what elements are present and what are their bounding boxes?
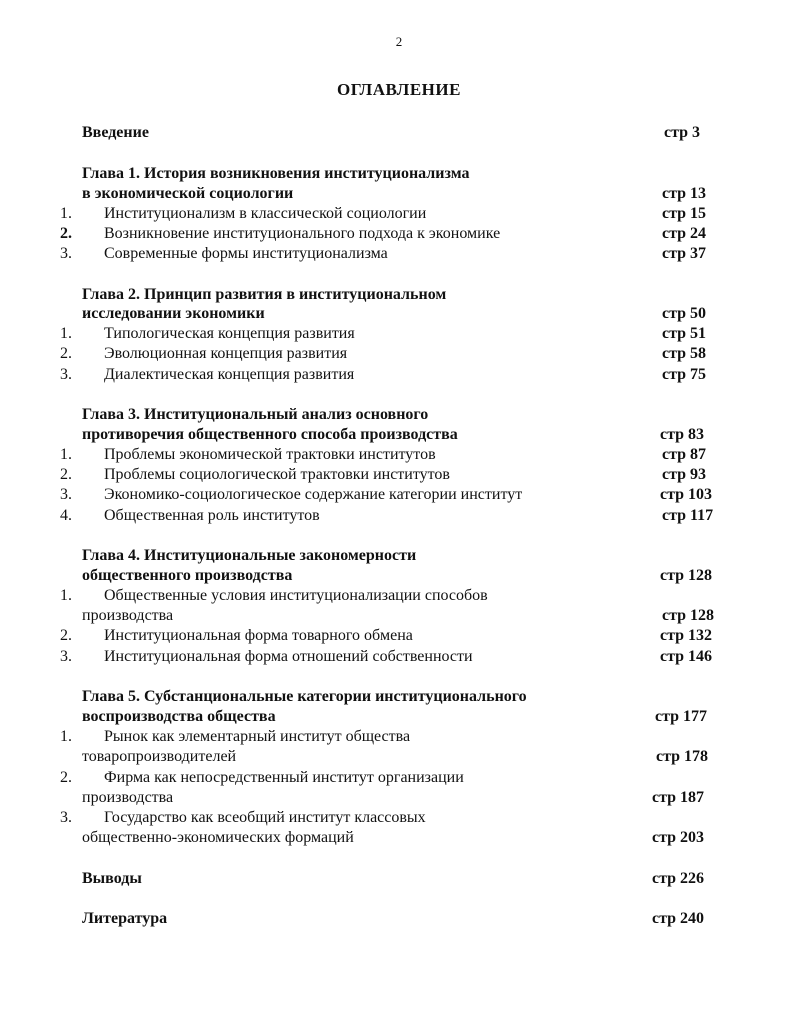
item-page: стр 87 [662, 446, 707, 463]
chapter-heading: в экономической социологии [82, 185, 294, 202]
intro-page: стр 3 [664, 124, 701, 141]
chapter-2-title-line-1 [0, 285, 798, 305]
chapter-3-title-line-1 [0, 405, 798, 425]
item-number: 2. [60, 769, 72, 786]
toc-literature-row [0, 909, 798, 929]
toc-item [0, 365, 798, 385]
item-text: Государство как всеобщий институт классовых [104, 809, 426, 826]
item-text: Типологическая концепция развития [104, 325, 355, 342]
chapter-4-title-line-2 [0, 566, 798, 586]
item-text: Проблемы экономической трактовки институтов [104, 446, 436, 463]
chapter-heading: исследовании экономики [82, 305, 265, 322]
toc-item [0, 647, 798, 667]
chapter-heading: Глава 1. История возникновения институционализма [82, 165, 470, 182]
conclusions-page: стр 226 [652, 870, 705, 887]
item-text: Фирма как непосредственный институт организации [104, 769, 464, 786]
toc-item [0, 204, 798, 224]
item-text: товаропроизводителей [82, 748, 237, 765]
toc-item [0, 506, 798, 526]
chapter-heading: Глава 2. Принцип развития в институциональном [82, 286, 447, 303]
item-text: Экономико-социологическое содержание категории институт [104, 486, 523, 503]
item-page: стр 178 [656, 748, 709, 765]
item-page: стр 75 [662, 366, 707, 383]
chapter-heading: общественного производства [82, 567, 293, 584]
item-text: Современные формы институционализма [104, 245, 388, 262]
toc-item [0, 445, 798, 465]
item-page: стр 93 [662, 466, 707, 483]
toc-item [0, 626, 798, 646]
item-page: стр 51 [662, 325, 707, 342]
chapter-page: стр 50 [662, 305, 707, 322]
chapter-5-title-line-1 [0, 687, 798, 707]
toc-item [0, 324, 798, 344]
conclusions-label: Выводы [82, 870, 142, 887]
chapter-page: стр 128 [660, 567, 713, 584]
toc-item-continuation [0, 606, 798, 626]
toc-item [0, 586, 798, 606]
item-number: 3. [60, 648, 72, 665]
item-text: Институционализм в классической социологии [104, 205, 427, 222]
toc-item-continuation [0, 788, 798, 808]
chapter-heading: Глава 5. Субстанциональные категории институционального [82, 688, 527, 705]
item-page: стр 203 [652, 829, 705, 846]
item-number: 2. [60, 466, 72, 483]
chapter-page: стр 13 [662, 185, 707, 202]
literature-label: Литература [82, 910, 168, 927]
item-number: 3. [60, 366, 72, 383]
item-text: Институциональная форма товарного обмена [104, 627, 413, 644]
item-text: Эволюционная концепция развития [104, 345, 348, 362]
chapter-heading: Глава 4. Институциональные закономерности [82, 547, 417, 564]
chapter-4-title-line-1 [0, 546, 798, 566]
item-text: Проблемы социологической трактовки институтов [104, 466, 450, 483]
item-number: 1. [60, 325, 72, 342]
toc-title: ОГЛАВЛЕНИЕ [337, 80, 461, 99]
intro-label: Введение [82, 124, 149, 141]
toc-item [0, 727, 798, 747]
item-page: стр 37 [662, 245, 707, 262]
item-page: стр 117 [662, 507, 714, 524]
toc-item [0, 465, 798, 485]
item-number: 1. [60, 728, 72, 745]
item-page: стр 103 [660, 486, 713, 503]
item-page: стр 187 [652, 789, 705, 806]
item-text: Диалектическая концепция развития [104, 366, 355, 383]
item-page: стр 15 [662, 205, 707, 222]
item-page: стр 58 [662, 345, 707, 362]
item-page: стр 146 [660, 648, 713, 665]
item-text: производства [82, 789, 174, 806]
item-text: Рынок как элементарный институт общества [104, 728, 411, 745]
chapter-5-title-line-2 [0, 707, 798, 727]
item-text: общественно-экономических формаций [82, 829, 354, 846]
chapter-2-title-line-2 [0, 304, 798, 324]
item-number: 2. [60, 345, 72, 362]
item-number: 1. [60, 205, 72, 222]
toc-item [0, 344, 798, 364]
toc-item [0, 485, 798, 505]
item-text: Общественная роль институтов [104, 507, 320, 524]
item-number: 1. [60, 446, 72, 463]
item-text: Возникновение институционального подхода к экономике [104, 225, 501, 242]
item-text: Институциональная форма отношений собственности [104, 648, 473, 665]
page-number: 2 [395, 34, 403, 49]
chapter-1-title-line-1 [0, 164, 798, 184]
item-number: 1. [60, 587, 72, 604]
chapter-heading: Глава 3. Институциональный анализ основного [82, 406, 429, 423]
item-number: 3. [60, 245, 72, 262]
chapter-heading: воспроизводства общества [82, 708, 276, 725]
toc-item-continuation [0, 747, 798, 767]
item-page: стр 128 [662, 607, 715, 624]
toc-item [0, 224, 798, 244]
chapter-page: стр 177 [655, 708, 708, 725]
toc-conclusions-row [0, 869, 798, 889]
item-number: 2. [60, 627, 72, 644]
chapter-page: стр 83 [660, 426, 705, 443]
item-number: 3. [60, 486, 72, 503]
item-page: стр 24 [662, 225, 707, 242]
item-number: 4. [60, 507, 72, 524]
chapter-1-title-line-2 [0, 184, 798, 204]
toc-item [0, 244, 798, 264]
literature-page: стр 240 [652, 910, 705, 927]
item-page: стр 132 [660, 627, 713, 644]
item-number: 2. [60, 225, 72, 242]
toc-item-continuation [0, 828, 798, 848]
toc-item [0, 808, 798, 828]
item-text: Общественные условия институционализации способов [104, 587, 488, 604]
toc-item [0, 768, 798, 788]
item-text: производства [82, 607, 174, 624]
toc-intro-row [0, 123, 798, 143]
chapter-3-title-line-2 [0, 425, 798, 445]
item-number: 3. [60, 809, 72, 826]
chapter-heading: противоречия общественного способа производства [82, 426, 458, 443]
